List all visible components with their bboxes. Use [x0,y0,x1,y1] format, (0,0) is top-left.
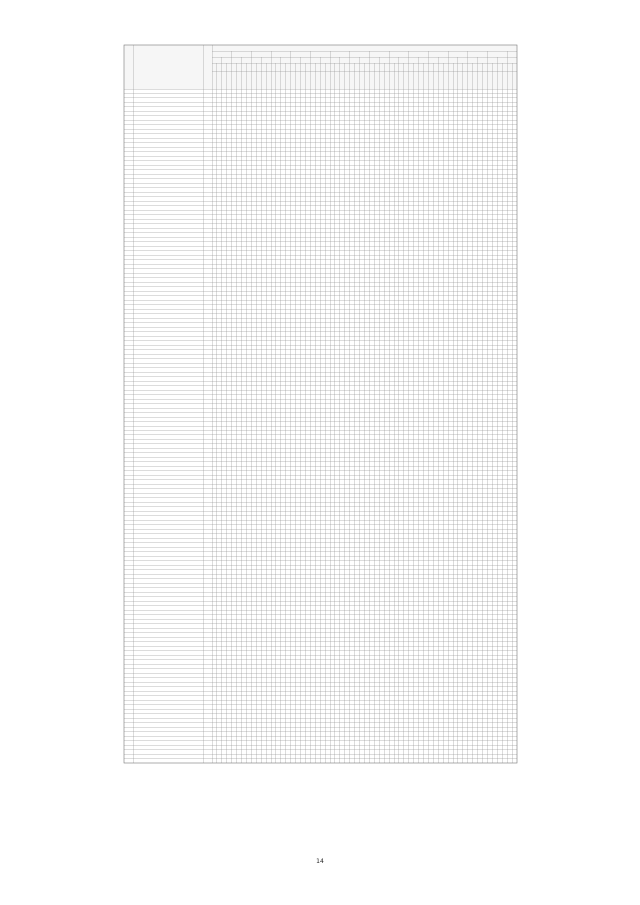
statistical-table [124,45,517,763]
table-grid [124,45,517,763]
page-number: 14 [316,858,324,865]
